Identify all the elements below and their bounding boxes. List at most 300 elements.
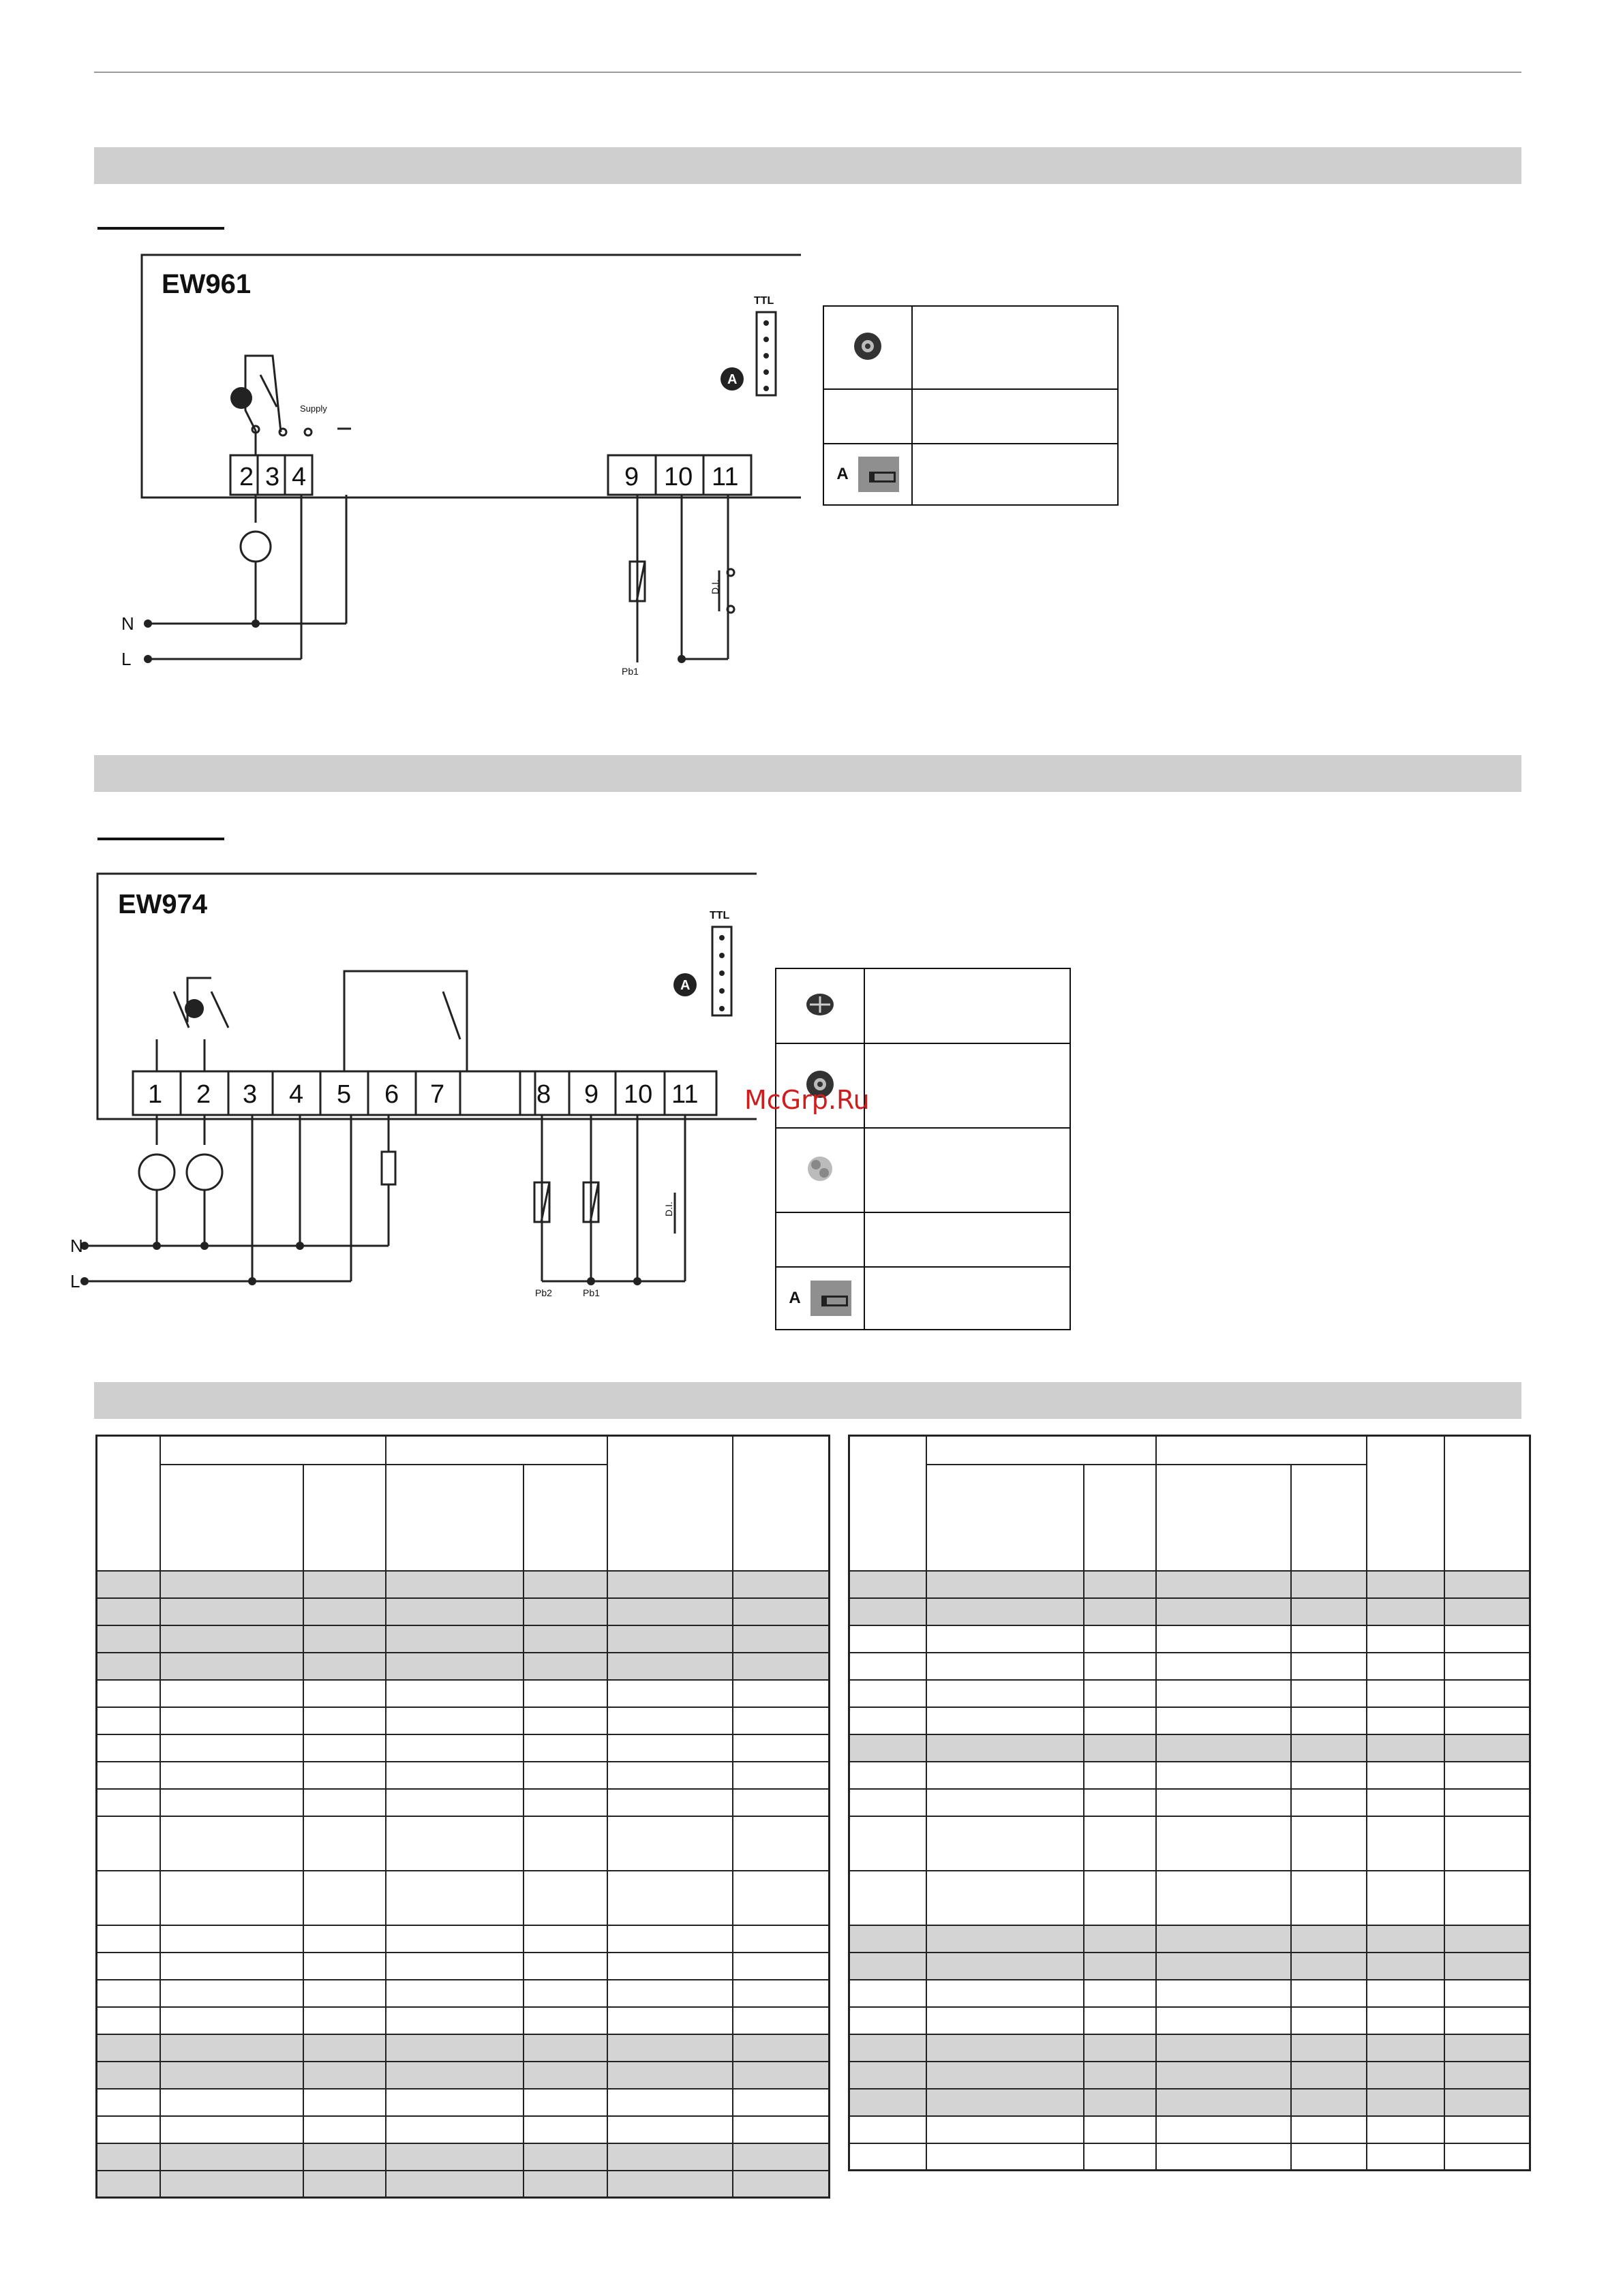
left-table-cell	[524, 1680, 608, 1707]
right-table-cell	[1084, 1680, 1156, 1707]
left-subhead-4	[524, 1465, 608, 1571]
legend-1-text-3	[912, 444, 1118, 505]
right-table-cell	[1156, 1925, 1290, 1953]
left-table-cell	[733, 2171, 830, 2198]
right-table-cell	[1367, 2089, 1444, 2116]
left-table-cell	[386, 1598, 523, 1625]
right-table-cell	[1444, 1953, 1530, 1980]
left-table-row	[97, 1953, 830, 1980]
right-table-cell	[1367, 1734, 1444, 1762]
left-table-cell	[733, 1707, 830, 1734]
right-table-row	[849, 1789, 1530, 1816]
left-table-cell	[303, 1734, 386, 1762]
compressor-icon	[852, 353, 883, 365]
right-table-cell	[1156, 2143, 1290, 2171]
left-table-cell	[524, 1925, 608, 1953]
left-table-row	[97, 1980, 830, 2007]
right-table-cell	[1367, 1653, 1444, 1680]
right-table-cell	[1444, 1653, 1530, 1680]
left-table-cell	[160, 1680, 303, 1707]
left-table-row	[97, 2007, 830, 2034]
right-table-cell	[1084, 1789, 1156, 1816]
right-table-cell	[1444, 1816, 1530, 1871]
left-table-cell	[607, 2171, 732, 2198]
right-table-cell	[1156, 2116, 1290, 2143]
right-table-cell	[849, 1762, 927, 1789]
left-table-cell	[607, 1625, 732, 1653]
left-table-cell	[607, 1871, 732, 1925]
left-table-cell	[97, 1571, 161, 1598]
left-table-cell	[160, 1980, 303, 2007]
left-table-cell	[524, 1762, 608, 1789]
left-table-cell	[607, 2034, 732, 2062]
right-table-row	[849, 1980, 1530, 2007]
right-table-row	[849, 1680, 1530, 1707]
left-table-cell	[386, 2143, 523, 2171]
right-table-cell	[1291, 1734, 1367, 1762]
right-table-cell	[1367, 1707, 1444, 1734]
right-table-cell	[1291, 1571, 1367, 1598]
left-table-cell	[303, 2034, 386, 2062]
left-table-cell	[607, 1980, 732, 2007]
terminal-10: 10	[664, 463, 693, 491]
left-table-cell	[160, 2089, 303, 2116]
parameter-table-right	[848, 1435, 1531, 2171]
right-table-cell	[1291, 1625, 1367, 1653]
left-table-cell	[733, 1680, 830, 1707]
right-table-cell	[1084, 1953, 1156, 1980]
left-table-cell	[386, 2007, 523, 2034]
relay-supply-label: Supply	[300, 403, 327, 414]
right-table-cell	[849, 1816, 927, 1871]
left-table-cell	[386, 2089, 523, 2116]
port-badge-a-2: A	[680, 978, 691, 993]
left-table-cell	[607, 1762, 732, 1789]
left-table-cell	[386, 1707, 523, 1734]
left-table-cell	[160, 1953, 303, 1980]
right-table-cell	[849, 1789, 927, 1816]
left-table-cell	[386, 1953, 523, 1980]
left-table-cell	[733, 1980, 830, 2007]
right-table-cell	[926, 1653, 1084, 1680]
left-table-cell	[97, 1980, 161, 2007]
model-label-ew961: EW961	[162, 269, 252, 299]
terminal-3: 3	[265, 463, 280, 491]
line-n-label-2: N	[70, 1236, 83, 1256]
left-table-row	[97, 1598, 830, 1625]
right-table-cell	[1156, 1680, 1290, 1707]
left-table-cell	[97, 2089, 161, 2116]
left-table-cell	[607, 1680, 732, 1707]
terminal-6: 6	[384, 1080, 399, 1109]
left-table-cell	[733, 1762, 830, 1789]
terminal-8: 8	[536, 1080, 551, 1109]
left-table-row	[97, 1707, 830, 1734]
right-table-cell	[849, 2116, 927, 2143]
right-table-cell	[1291, 1953, 1367, 1980]
left-table-cell	[160, 1571, 303, 1598]
right-table-cell	[1444, 2062, 1530, 2089]
ttl-key-icon-2	[810, 1281, 851, 1316]
terminal-4b: 4	[289, 1080, 304, 1109]
right-table-row	[849, 1925, 1530, 1953]
right-table-row	[849, 2062, 1530, 2089]
right-table-cell	[926, 2034, 1084, 2062]
right-table-cell	[1084, 1980, 1156, 2007]
right-table-cell	[926, 1816, 1084, 1871]
left-table-row	[97, 1871, 830, 1925]
left-table-cell	[386, 1980, 523, 2007]
left-table-row	[97, 1571, 830, 1598]
left-table-cell	[524, 1871, 608, 1925]
ttl-key-icon	[858, 457, 899, 492]
left-table-cell	[386, 1653, 523, 1680]
right-table-cell	[1444, 1625, 1530, 1653]
left-table-cell	[303, 2171, 386, 2198]
right-table-cell	[1444, 1925, 1530, 1953]
right-table-cell	[1156, 2089, 1290, 2116]
left-table-cell	[97, 1680, 161, 1707]
right-table-cell	[1367, 1953, 1444, 1980]
left-table-cell	[386, 2171, 523, 2198]
right-table-cell	[1367, 1571, 1444, 1598]
left-table-cell	[160, 1598, 303, 1625]
right-table-cell	[926, 2062, 1084, 2089]
left-table-row	[97, 1816, 830, 1871]
left-table-cell	[303, 1789, 386, 1816]
left-table-cell	[303, 1625, 386, 1653]
left-table-cell	[97, 2007, 161, 2034]
terminal-9: 9	[624, 463, 639, 491]
right-table-cell	[926, 2143, 1084, 2171]
left-table-cell	[303, 2089, 386, 2116]
left-table-cell	[97, 1925, 161, 1953]
left-table-cell	[160, 1871, 303, 1925]
right-table-cell	[1084, 2062, 1156, 2089]
right-table-cell	[1084, 1734, 1156, 1762]
left-table-cell	[97, 1953, 161, 1980]
left-table-cell	[160, 2116, 303, 2143]
right-table-cell	[1084, 1762, 1156, 1789]
legend-1-text-1	[912, 306, 1118, 389]
left-table-cell	[160, 2034, 303, 2062]
right-table-cell	[1156, 1816, 1290, 1871]
line-l-label-2: L	[70, 1271, 80, 1291]
right-table-cell	[1156, 1762, 1290, 1789]
terminal-10b: 10	[624, 1080, 653, 1109]
fan-icon	[804, 1176, 836, 1187]
right-table-row	[849, 1571, 1530, 1598]
left-table-cell	[524, 1734, 608, 1762]
right-table-cell	[926, 1707, 1084, 1734]
left-table-cell	[160, 1762, 303, 1789]
right-table-cell	[926, 1925, 1084, 1953]
legend-2-row-3	[776, 1128, 864, 1212]
right-table-cell	[1156, 2034, 1290, 2062]
right-table-cell	[926, 1598, 1084, 1625]
right-table-cell	[1084, 1707, 1156, 1734]
right-table-cell	[1367, 1598, 1444, 1625]
left-table-cell	[303, 1816, 386, 1871]
left-table-cell	[386, 1680, 523, 1707]
right-table-cell	[1156, 1953, 1290, 1980]
terminal-5: 5	[337, 1080, 352, 1109]
legend-2-text-2	[864, 1043, 1070, 1128]
right-table-cell	[1084, 1571, 1156, 1598]
left-table-cell	[733, 2007, 830, 2034]
terminal-9b: 9	[584, 1080, 599, 1109]
right-table-cell	[1444, 1871, 1530, 1925]
left-table-cell	[524, 1653, 608, 1680]
right-table-cell	[1156, 1625, 1290, 1653]
left-table-row	[97, 2034, 830, 2062]
right-table-cell	[849, 1598, 927, 1625]
left-table-cell	[303, 1707, 386, 1734]
left-table-cell	[733, 2089, 830, 2116]
right-table-cell	[1084, 1925, 1156, 1953]
left-table-cell	[733, 1816, 830, 1871]
right-table-cell	[1444, 1734, 1530, 1762]
left-table-cell	[97, 1871, 161, 1925]
left-table-cell	[160, 2143, 303, 2171]
left-table-cell	[524, 1598, 608, 1625]
right-table-cell	[1367, 1680, 1444, 1707]
legend-table-1	[823, 305, 1119, 506]
left-head-4	[607, 1436, 732, 1571]
right-table-cell	[1444, 1762, 1530, 1789]
terminal-3b: 3	[243, 1080, 258, 1109]
left-table-cell	[386, 1789, 523, 1816]
left-table-cell	[97, 2116, 161, 2143]
wiring-diagram-ew974	[65, 872, 767, 1302]
left-table-row	[97, 1653, 830, 1680]
ttl-label: TTL	[754, 295, 774, 307]
left-table-cell	[303, 2007, 386, 2034]
line-n-label: N	[121, 613, 134, 634]
left-table-cell	[303, 1598, 386, 1625]
left-table-cell	[607, 1571, 732, 1598]
left-table-cell	[733, 2116, 830, 2143]
terminal-11b: 11	[671, 1080, 699, 1109]
left-table-cell	[97, 2171, 161, 2198]
left-table-cell	[386, 1925, 523, 1953]
left-table-cell	[607, 2007, 732, 2034]
legend-1-row-1	[823, 306, 912, 389]
right-table-cell	[1291, 1789, 1367, 1816]
right-table-cell	[926, 1680, 1084, 1707]
left-table-cell	[607, 2116, 732, 2143]
right-table-cell	[1156, 1980, 1290, 2007]
right-table-cell	[1156, 2062, 1290, 2089]
left-table-cell	[524, 1571, 608, 1598]
right-table-cell	[926, 1953, 1084, 1980]
right-table-cell	[926, 1734, 1084, 1762]
terminal-7: 7	[430, 1080, 445, 1109]
right-table-cell	[1291, 1762, 1367, 1789]
left-table-row	[97, 1762, 830, 1789]
left-table-cell	[524, 1625, 608, 1653]
left-table-cell	[524, 2171, 608, 2198]
right-table-cell	[1156, 1789, 1290, 1816]
right-table-cell	[1367, 1762, 1444, 1789]
section-underline-2	[97, 838, 224, 840]
right-head-5	[1444, 1436, 1530, 1571]
right-table-cell	[1291, 2116, 1367, 2143]
right-subhead-3	[1156, 1465, 1290, 1571]
right-table-cell	[849, 1925, 927, 1953]
right-table-cell	[1084, 1625, 1156, 1653]
right-table-cell	[1156, 1707, 1290, 1734]
left-table-cell	[386, 1816, 523, 1871]
terminal-2b: 2	[196, 1080, 211, 1109]
defrost-icon	[804, 1009, 836, 1021]
right-table-cell	[926, 1980, 1084, 2007]
left-table-cell	[303, 1871, 386, 1925]
left-table-cell	[303, 1762, 386, 1789]
left-table-row	[97, 2062, 830, 2089]
right-table-cell	[1367, 2143, 1444, 2171]
left-table-cell	[733, 1953, 830, 1980]
legend-1-row-3	[823, 444, 912, 505]
right-table-cell	[1444, 2089, 1530, 2116]
right-table-row	[849, 2007, 1530, 2034]
section-band-1	[94, 147, 1521, 184]
right-table-row	[849, 1953, 1530, 1980]
right-table-cell	[849, 2062, 927, 2089]
right-table-cell	[849, 1734, 927, 1762]
probe-pb1-label-2: Pb1	[583, 1287, 600, 1298]
left-table-cell	[386, 1871, 523, 1925]
right-table-cell	[1291, 2143, 1367, 2171]
left-table-cell	[524, 1980, 608, 2007]
left-table-cell	[524, 2089, 608, 2116]
right-table-cell	[1367, 2034, 1444, 2062]
right-table-cell	[1444, 1707, 1530, 1734]
left-table-cell	[733, 2143, 830, 2171]
left-table-cell	[97, 1762, 161, 1789]
legend-table-2	[775, 968, 1071, 1330]
left-table-cell	[97, 1734, 161, 1762]
left-table-cell	[160, 2007, 303, 2034]
left-table-cell	[303, 1953, 386, 1980]
right-table-cell	[849, 1980, 927, 2007]
left-table-cell	[733, 1571, 830, 1598]
legend-2-text-3	[864, 1128, 1070, 1212]
left-table-cell	[524, 2034, 608, 2062]
left-table-cell	[303, 1653, 386, 1680]
wiring-diagram-ew961	[102, 254, 804, 683]
left-subhead-1	[160, 1465, 303, 1571]
section-underline-1	[97, 227, 224, 230]
left-table-cell	[524, 2007, 608, 2034]
right-table-cell	[1291, 1980, 1367, 2007]
right-table-cell	[849, 1707, 927, 1734]
legend-2-text-4	[864, 1212, 1070, 1267]
right-table-cell	[1156, 2007, 1290, 2034]
header-rule	[94, 72, 1521, 73]
right-table-cell	[1444, 2143, 1530, 2171]
right-table-row	[849, 1625, 1530, 1653]
right-table-cell	[1156, 1871, 1290, 1925]
terminal-1: 1	[148, 1080, 163, 1109]
right-table-cell	[1291, 1925, 1367, 1953]
right-table-cell	[1367, 2116, 1444, 2143]
left-table-cell	[524, 1953, 608, 1980]
right-table-row	[849, 2034, 1530, 2062]
left-table-cell	[733, 1653, 830, 1680]
left-table-cell	[524, 2116, 608, 2143]
left-table-cell	[160, 1625, 303, 1653]
left-table-cell	[607, 1816, 732, 1871]
port-badge-a: A	[727, 372, 738, 387]
right-table-cell	[1084, 1653, 1156, 1680]
right-table-cell	[849, 1953, 927, 1980]
right-table-cell	[1084, 1598, 1156, 1625]
left-table-cell	[303, 1680, 386, 1707]
right-table-cell	[1291, 2034, 1367, 2062]
left-table-cell	[97, 1653, 161, 1680]
left-table-cell	[733, 1734, 830, 1762]
left-table-cell	[160, 1789, 303, 1816]
watermark: McGrp.Ru	[744, 1085, 870, 1115]
right-table-cell	[1291, 1816, 1367, 1871]
right-table-cell	[1444, 1980, 1530, 2007]
left-table-cell	[524, 1707, 608, 1734]
right-table-cell	[1367, 1816, 1444, 1871]
left-table-cell	[607, 1598, 732, 1625]
right-table-cell	[926, 2089, 1084, 2116]
right-table-row	[849, 1816, 1530, 1871]
legend-2-text-1	[864, 968, 1070, 1043]
right-head-1	[849, 1436, 927, 1571]
digital-input-label: D.I.	[710, 579, 721, 594]
right-table-cell	[1291, 2007, 1367, 2034]
parameter-table-left	[95, 1435, 830, 2199]
right-table-row	[849, 1598, 1530, 1625]
legend-2-row-5	[776, 1267, 864, 1330]
right-table-cell	[1084, 2007, 1156, 2034]
right-table-cell	[1084, 2089, 1156, 2116]
left-subhead-3	[386, 1465, 523, 1571]
right-table-cell	[1367, 1980, 1444, 2007]
left-table-cell	[524, 1816, 608, 1871]
left-table-cell	[607, 1953, 732, 1980]
left-table-cell	[97, 2143, 161, 2171]
right-table-row	[849, 1734, 1530, 1762]
right-table-cell	[849, 2143, 927, 2171]
right-table-cell	[1156, 1653, 1290, 1680]
digital-input-label-2: D.I.	[663, 1201, 674, 1216]
right-table-cell	[1444, 1571, 1530, 1598]
left-table-cell	[386, 1734, 523, 1762]
left-table-cell	[607, 1653, 732, 1680]
right-table-row	[849, 2089, 1530, 2116]
terminal-2: 2	[239, 463, 254, 491]
left-table-row	[97, 1789, 830, 1816]
right-table-cell	[926, 1871, 1084, 1925]
legend-1-row-2	[823, 389, 912, 444]
right-table-cell	[1084, 1816, 1156, 1871]
left-table-cell	[303, 1925, 386, 1953]
left-table-cell	[607, 1734, 732, 1762]
left-table-cell	[97, 1625, 161, 1653]
left-table-cell	[524, 2062, 608, 2089]
right-table-cell	[1291, 2089, 1367, 2116]
left-table-cell	[386, 2034, 523, 2062]
left-table-cell	[303, 2116, 386, 2143]
right-table-cell	[926, 2116, 1084, 2143]
right-table-cell	[1291, 1680, 1367, 1707]
